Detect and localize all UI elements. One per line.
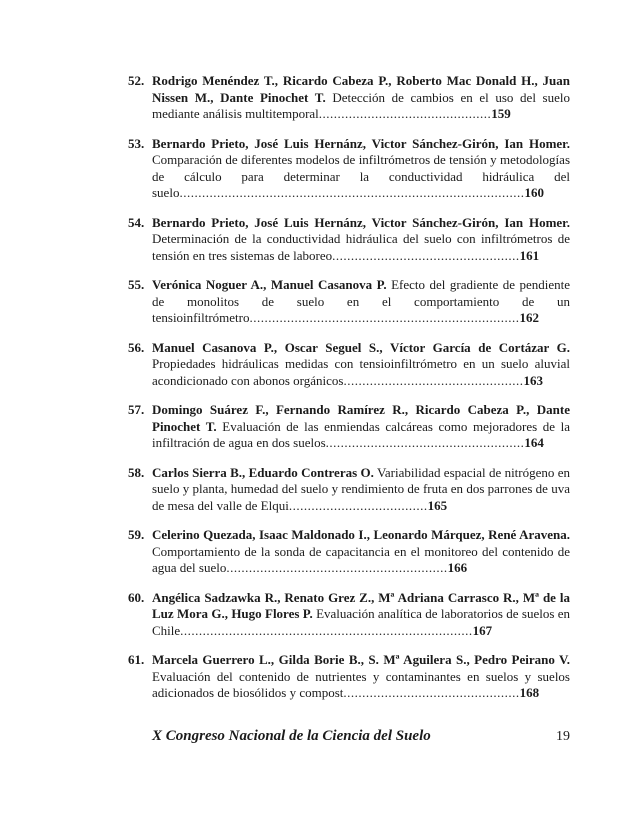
toc-entry	[128, 340, 570, 390]
entry-authors: Celerino Quezada, Isaac Maldonado I., Leonardo Márquez, René Aravena.	[152, 527, 570, 542]
entry-title: Comportamiento de la sonda de capacitancia en el monitoreo del contenido de agua del suelo	[152, 543, 570, 575]
entry-number: 52.	[128, 73, 145, 88]
toc-entry	[128, 215, 570, 265]
entry-title: Evaluación analítica de laboratorios de suelos en Chile	[152, 606, 570, 638]
entry-number: 54.	[128, 214, 145, 230]
entry-authors: Bernardo Prieto, José Luis Hernánz, Victor Sánchez-Girón, Ian Homer.	[152, 214, 570, 230]
entry-page-number: 164	[524, 435, 544, 450]
footer-title: X Congreso Nacional de la Ciencia del Suelo	[152, 728, 431, 744]
entry-page-number: 167	[472, 622, 493, 638]
entry-number: 60.	[128, 589, 145, 605]
dot-leader: .....................................	[288, 497, 428, 513]
entry-title: Efecto del gradiente de pendiente de monolitos de suelo en el comportamiento de un tensioinfiltrómetro	[152, 277, 570, 325]
dot-leader: ............................................................................................	[179, 185, 525, 200]
entry-page-number: 160	[524, 185, 544, 200]
entry-page-number: 162	[519, 310, 539, 325]
entry-authors: Bernardo Prieto, José Luis Hernánz, Victor Sánchez-Girón, Ian Homer.	[152, 135, 570, 151]
entry-authors: Carlos Sierra B., Eduardo Contreras O.	[152, 464, 374, 480]
entry-authors: Manuel Casanova P., Oscar Seguel S., Víctor García de Cortázar G.	[152, 339, 570, 355]
dot-leader: ..............................................	[318, 106, 492, 121]
entry-title: Evaluación de las enmiendas calcáreas como mejoradores de la infiltración de agua en dos suelos	[152, 418, 571, 450]
entry-title: Evaluación del contenido de nutrientes y contaminantes en suelos y suelos adicionados de biosólidos y compost	[152, 668, 570, 700]
dot-leader: ...........................................................	[226, 560, 448, 575]
entry-authors: Angélica Sadzawka R., Renato Grez Z., Mª Adriana Carrasco R., Mª de la Luz Mora G., Hugo Flores P.	[152, 589, 570, 621]
dot-leader: ..............................................................................	[180, 622, 473, 638]
entry-title: Comparación de diferentes modelos de infiltrómetros de tensión y metodologías de cálculo para determinar la conductividad hidráulica del suelo	[152, 152, 570, 200]
toc-entry	[128, 527, 570, 577]
toc-entry	[128, 277, 570, 327]
toc-entry	[128, 73, 570, 123]
entry-authors: Rodrigo Menéndez T., Ricardo Cabeza P., Roberto Mac Donald H., Juan Nissen M., Dante Pinochet T.	[152, 73, 570, 105]
entry-page-number: 165	[427, 497, 448, 513]
entry-page-number: 166	[447, 560, 468, 575]
toc-entry	[128, 652, 570, 702]
dot-leader: ................................................	[343, 372, 524, 388]
dot-leader: ..................................................	[332, 247, 520, 263]
dot-leader: ...............................................	[343, 685, 520, 700]
entry-title: Propiedades hidráulicas medidas con tensioinfiltrómetro en un suelo aluvial acondicionado con abonos orgánicos	[152, 356, 570, 388]
toc-list	[128, 73, 570, 715]
page-footer	[152, 728, 570, 745]
entry-page-number: 163	[523, 372, 543, 388]
entry-title: Determinación de la conductividad hidráulica del suelo con infiltrómetros de tensión en tres sistemas de laboreo	[152, 231, 570, 263]
dot-leader: .....................................................	[325, 435, 525, 450]
entry-number: 58.	[128, 464, 145, 480]
entry-title: Variabilidad espacial de nitrógeno en suelo y planta, humedad del suelo y rendimiento de fruta en dos parrones de uva de mesa del valle de Elqui	[152, 464, 570, 513]
footer-page-number: 19	[556, 729, 570, 744]
entry-number: 53.	[128, 135, 145, 151]
entry-authors: Domingo Suárez F., Fernando Ramírez R., Ricardo Cabeza P., Dante Pinochet T.	[152, 402, 570, 434]
entry-title: Detección de cambios en el uso del suelo mediante análisis multitemporal	[152, 89, 570, 121]
entry-page-number: 168	[519, 685, 540, 700]
entry-authors: Verónica Noguer A., Manuel Casanova P.	[152, 277, 387, 292]
entry-authors: Marcela Guerrero L., Gilda Borie B., S. Mª Aguilera S., Pedro Peirano V.	[152, 652, 570, 667]
entry-number: 61.	[128, 652, 145, 667]
entry-number: 57.	[128, 402, 145, 417]
entry-number: 59.	[128, 527, 145, 542]
entry-page-number: 159	[491, 106, 511, 121]
entry-number: 56.	[128, 339, 145, 355]
toc-entry	[128, 402, 570, 452]
dot-leader: ........................................................................	[249, 310, 520, 325]
entry-number: 55.	[128, 277, 145, 292]
toc-entry	[128, 136, 570, 202]
toc-entry	[128, 590, 570, 640]
toc-entry	[128, 465, 570, 515]
entry-page-number: 161	[519, 247, 540, 263]
